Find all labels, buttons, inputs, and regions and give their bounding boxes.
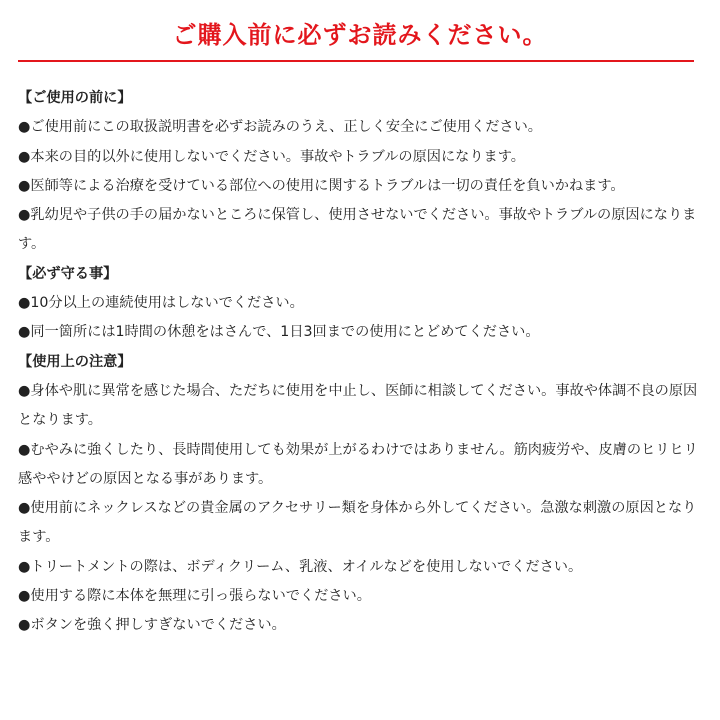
list-item: ●乳幼児や子供の手の届かないところに保管し、使用させないでください。事故やトラブルの原因になります。 [18,207,697,253]
notice-body [18,84,704,641]
list-item: ●使用する際に本体を無理に引っ張らないでください。 [18,588,371,605]
list-item: ●むやみに強くしたり、長時間使用しても効果が上がるわけではありません。筋肉疲労や、皮膚のヒリヒリ感ややけどの原因となる事があります。 [18,441,698,487]
list-item: ●医師等による治療を受けている部位への使用に関するトラブルは一切の責任を負いかねます。 [18,177,625,194]
list-item: ●ご使用前にこの取扱説明書を必ずお読みのうえ、正しく安全にご使用ください。 [18,119,542,136]
list-item: ●使用前にネックレスなどの貴金属のアクセサリー類を身体から外してください。急激な刺激の原因となります。 [18,500,697,546]
list-item: ●身体や肌に異常を感じた場合、ただちに使用を中止し、医師に相談してください。事故や体調不良の原因となります。 [18,382,698,429]
page-title: ご購入前に必ずお読みください。 [172,21,548,49]
section-heading-before-use: 【ご使用の前に】 [18,90,132,106]
list-item: ●本来の目的以外に使用しないでください。事故やトラブルの原因になります。 [18,148,525,165]
list-item: ●ボタンを強く押しすぎないでください。 [18,617,286,634]
section-heading-must-follow: 【必ず守る事】 [18,265,118,282]
list-item: ●同一箇所には1時間の休憩をはさんで、1日3回までの使用にとどめてください。 [18,324,540,341]
title-divider [18,60,694,62]
section-heading-precautions: 【使用上の注意】 [18,353,132,370]
list-item: ●10分以上の連続使用はしないでください。 [18,295,304,312]
list-item: ●トリートメントの際は、ボディクリーム、乳液、オイルなどを使用しないでください。 [18,558,583,575]
